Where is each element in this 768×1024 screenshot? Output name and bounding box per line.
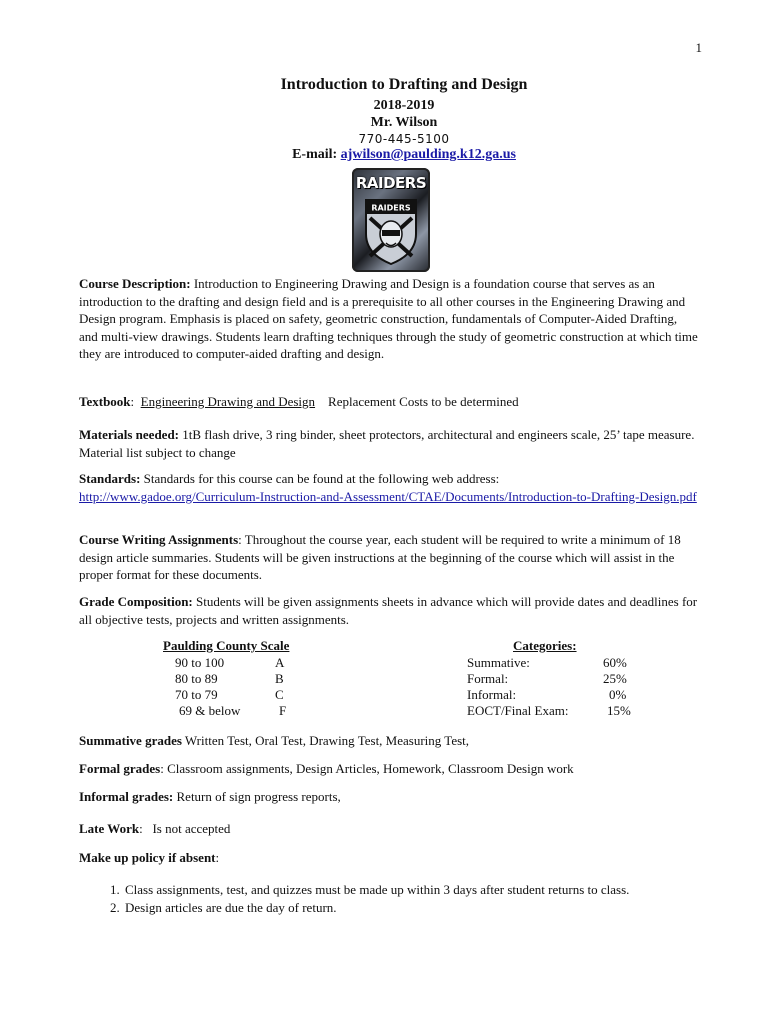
page-number: 1 [695, 40, 702, 55]
scale-row [175, 655, 284, 671]
scale-row [179, 703, 286, 719]
category-row [467, 655, 627, 671]
grade-composition-section [79, 593, 699, 628]
makeup-list [79, 881, 699, 916]
textbook-label: Textbook [79, 394, 131, 409]
category-name: Informal: [467, 687, 517, 702]
document-header [0, 76, 768, 164]
late-work-section [79, 820, 699, 838]
grade-composition-text: Students will be given assignments sheets in advance which will provide dates and deadlines for all objective tests, projects and written assignments. [79, 594, 698, 627]
makeup-list-section [79, 881, 699, 916]
category-name: Formal: [467, 671, 509, 686]
materials-text: 1tB flash drive, 3 ring binder, sheet protectors, architectural and engineers scale, 25’ tape measure. Material list subject to change [79, 427, 695, 460]
late-work-text: : Is not accepted [139, 821, 231, 836]
materials-label: Materials needed: [79, 427, 180, 442]
informal-section [79, 788, 699, 806]
textbook-section [79, 393, 699, 411]
summative-section [79, 732, 699, 750]
standards-text: Standards for this course can be found at the following web address: [140, 471, 500, 486]
formal-text: : Classroom assignments, Design Articles, Homework, Classroom Design work [160, 761, 574, 776]
writing-section [79, 531, 699, 584]
standards-section [79, 470, 699, 505]
formal-section [79, 760, 699, 778]
list-item: 2. Design articles are due the day of return. [123, 899, 699, 917]
scale-grade: C [275, 687, 284, 702]
email-link[interactable]: ajwilson@paulding.k12.ga.us [340, 147, 516, 162]
category-weight: 0% [609, 687, 627, 702]
informal-text: Return of sign progress reports, [173, 789, 341, 804]
scale-range: 90 to 100 [175, 655, 225, 670]
category-weight: 25% [603, 671, 627, 686]
grade-composition-label: Grade Composition: [79, 594, 193, 609]
category-name: Summative: [467, 655, 530, 670]
category-weight: 15% [607, 703, 631, 718]
course-description [79, 275, 699, 363]
course-description-label: Course Description: [79, 276, 191, 291]
course-title: Introduction to Drafting and Design [280, 76, 528, 93]
shield-text: RAIDERS [371, 203, 411, 213]
textbook-title: Engineering Drawing and Design [140, 394, 316, 409]
course-description-text: Introduction to Engineering Drawing and Design is a foundation course that serves as an introduction to the drafting and design field and is a prerequisite to all other courses in the Engineering Drawing and Design program. Emphasis is placed on safety, geometric construction, fundamentals of Computer-Aided Drafting, and multi-view drawings. Students learn drafting techniques through the study of geometric construction at which time they are introduced to computer-aided drafting and design. [79, 276, 698, 361]
makeup-section [79, 849, 699, 867]
scale-row [175, 671, 284, 687]
email-line [40, 147, 768, 163]
category-row [467, 687, 626, 703]
informal-label: Informal grades: [79, 789, 174, 804]
raiders-logo [352, 168, 430, 272]
scale-grade: A [275, 655, 285, 670]
textbook-colon: : [130, 394, 141, 409]
standards-link[interactable]: http://www.gadoe.org/Curriculum-Instruction-and-Assessment/CTAE/Documents/Introduction-to-Drafting-Design.pdf [79, 488, 697, 504]
standards-label: Standards: [79, 471, 141, 486]
scale-range: 69 & below [179, 703, 241, 718]
category-name: EOCT/Final Exam: [467, 703, 569, 718]
writing-text: : Throughout the course year, each student will be required to write a minimum of 18 design article summaries. Students will be given instructions at the beginning of the course which will assist in the proper format for these documents. [79, 532, 681, 582]
scale-grade: B [275, 671, 284, 686]
summative-text: Written Test, Oral Test, Drawing Test, Measuring Test, [181, 733, 470, 748]
email-label: E-mail: [292, 147, 341, 162]
category-row [467, 703, 631, 719]
list-item: 1. Class assignments, test, and quizzes must be made up within 3 days after student returns to class. [123, 881, 699, 899]
makeup-label: Make up policy if absent [79, 850, 216, 865]
scale-range: 70 to 79 [175, 687, 218, 702]
materials-section [79, 426, 699, 461]
late-work-label: Late Work [79, 821, 140, 836]
teacher-name: Mr. Wilson [370, 115, 438, 130]
category-row [467, 671, 627, 687]
logo-banner-text: RAIDERS [355, 174, 427, 192]
scale-grade: F [279, 703, 287, 718]
category-weight: 60% [603, 655, 627, 670]
raiders-shield-icon [360, 194, 422, 266]
school-year: 2018-2019 [373, 98, 435, 113]
scale-row [175, 687, 284, 703]
makeup-colon: : [215, 850, 220, 865]
writing-label: Course Writing Assignments [79, 532, 239, 547]
textbook-note: Replacement Costs to be determined [315, 394, 519, 409]
categories-heading: Categories: [513, 638, 577, 653]
scale-heading: Paulding County Scale [163, 638, 290, 653]
formal-label: Formal grades [79, 761, 161, 776]
scale-range: 80 to 89 [175, 671, 218, 686]
teacher-phone: 770-445-5100 [358, 132, 450, 146]
summative-label: Summative grades [79, 733, 182, 748]
